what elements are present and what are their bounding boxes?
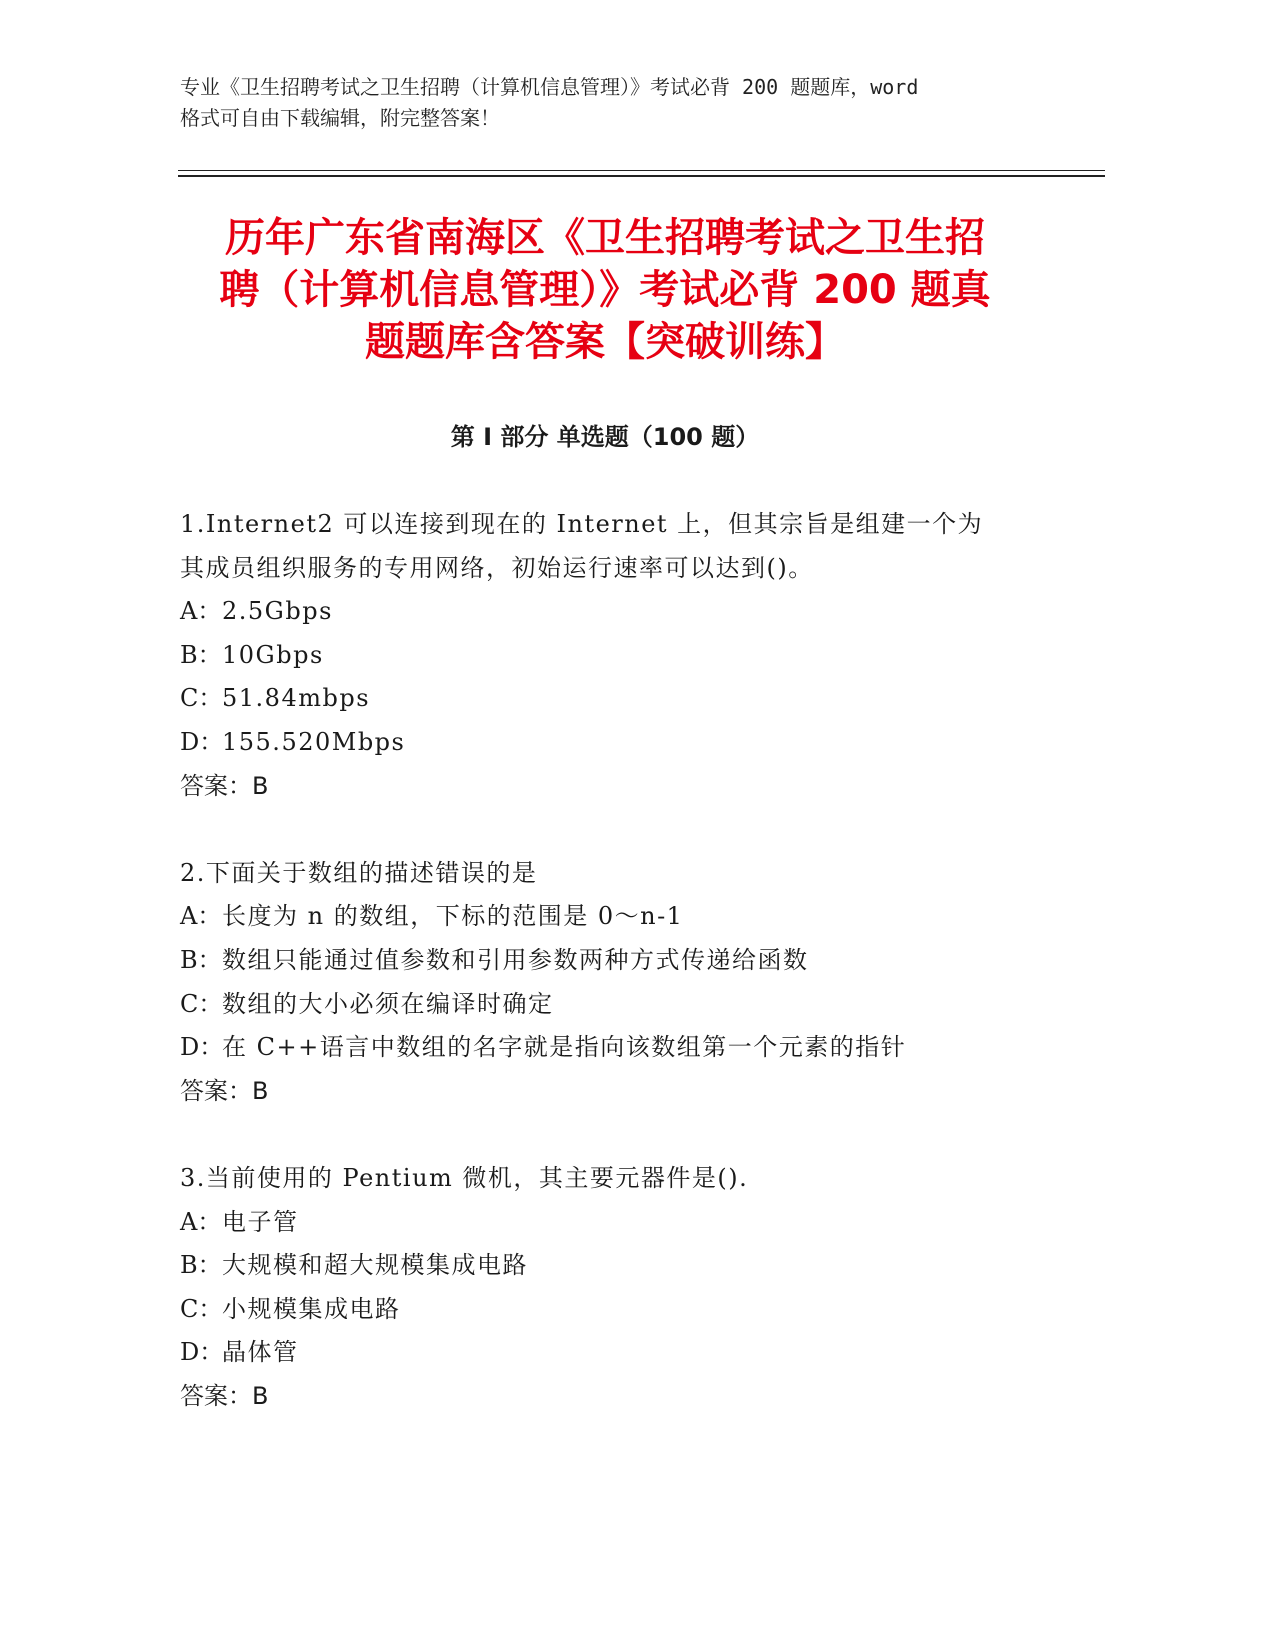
question-list: [180, 503, 1110, 1462]
question-stem-line: 2.下面关于数组的描述错误的是: [180, 858, 538, 887]
option-label: D：: [180, 1033, 224, 1062]
question: [180, 1157, 1110, 1419]
option-label: A：: [180, 1207, 222, 1236]
option-text: 小规模集成电路: [222, 1294, 401, 1323]
option-row: [180, 677, 1110, 721]
option-label: B：: [180, 640, 222, 669]
header-note-line: 格式可自由下载编辑，附完整答案！: [180, 106, 500, 130]
option-row: [180, 1331, 1110, 1375]
option-text: 在 C++语言中数组的名字就是指向该数组第一个元素的指针: [222, 1033, 907, 1062]
option-row: [180, 1201, 1110, 1245]
option-label: D：: [180, 727, 224, 756]
header-note-line: 专业《卫生招聘考试之卫生招聘（计算机信息管理）》考试必背 200 题题库，word: [180, 75, 919, 99]
option-text: 51.84mbps: [222, 684, 371, 713]
question: [180, 852, 1110, 1114]
document-title: [185, 212, 1025, 368]
option-label: B：: [180, 945, 222, 974]
answer-value: B: [252, 1381, 269, 1410]
option-label: C：: [180, 989, 223, 1018]
option-row: [180, 895, 1110, 939]
header-note: [180, 72, 918, 134]
option-text: 2.5Gbps: [222, 597, 333, 626]
header-divider: [178, 170, 1105, 171]
section-heading: 第 I 部分 单选题（100 题）: [450, 423, 760, 451]
title-line: 题题库含答案【突破训练】: [365, 319, 845, 365]
answer-value: B: [252, 771, 269, 800]
answer-label: 答案：: [180, 1381, 252, 1410]
answer-label: 答案：: [180, 1076, 252, 1105]
option-label: C：: [180, 1294, 223, 1323]
option-row: [180, 1026, 1110, 1070]
option-label: B：: [180, 1251, 222, 1280]
question-stem-line: 3.当前使用的 Pentium 微机，其主要元器件是().: [180, 1163, 749, 1192]
option-label: A：: [180, 902, 222, 931]
option-row: [180, 590, 1110, 634]
option-text: 数组只能通过值参数和引用参数两种方式传递给函数: [222, 945, 809, 974]
option-text: 155.520Mbps: [222, 727, 406, 756]
option-row: [180, 1244, 1110, 1288]
answer-row: [180, 1070, 1110, 1114]
question-stem-line: 1.Internet2 可以连接到现在的 Internet 上，但其宗旨是组建一个为: [180, 510, 984, 538]
question: [180, 503, 1110, 808]
option-text: 晶体管: [222, 1338, 299, 1367]
option-text: 电子管: [222, 1207, 299, 1236]
option-label: D：: [180, 1338, 224, 1367]
answer-row: [180, 765, 1110, 809]
option-row: [180, 983, 1110, 1027]
option-text: 10Gbps: [222, 640, 324, 669]
option-text: 数组的大小必须在编译时确定: [222, 989, 554, 1018]
option-label: C：: [180, 684, 223, 713]
option-row: [180, 1288, 1110, 1332]
option-text: 长度为 n 的数组，下标的范围是 0～n-1: [222, 902, 684, 931]
question-stem-line: 其成员组织服务的专用网络，初始运行速率可以达到()。: [180, 553, 814, 582]
title-line: 聘（计算机信息管理）》考试必背 200 题真: [219, 267, 991, 313]
option-text: 大规模和超大规模集成电路: [222, 1251, 528, 1280]
header-divider: [178, 175, 1105, 177]
title-line: 历年广东省南海区《卫生招聘考试之卫生招: [225, 215, 985, 261]
option-row: [180, 939, 1110, 983]
option-label: A：: [180, 597, 222, 626]
option-row: [180, 721, 1110, 765]
answer-row: [180, 1375, 1110, 1419]
option-row: [180, 634, 1110, 678]
answer-value: B: [252, 1076, 269, 1105]
answer-label: 答案：: [180, 771, 252, 800]
